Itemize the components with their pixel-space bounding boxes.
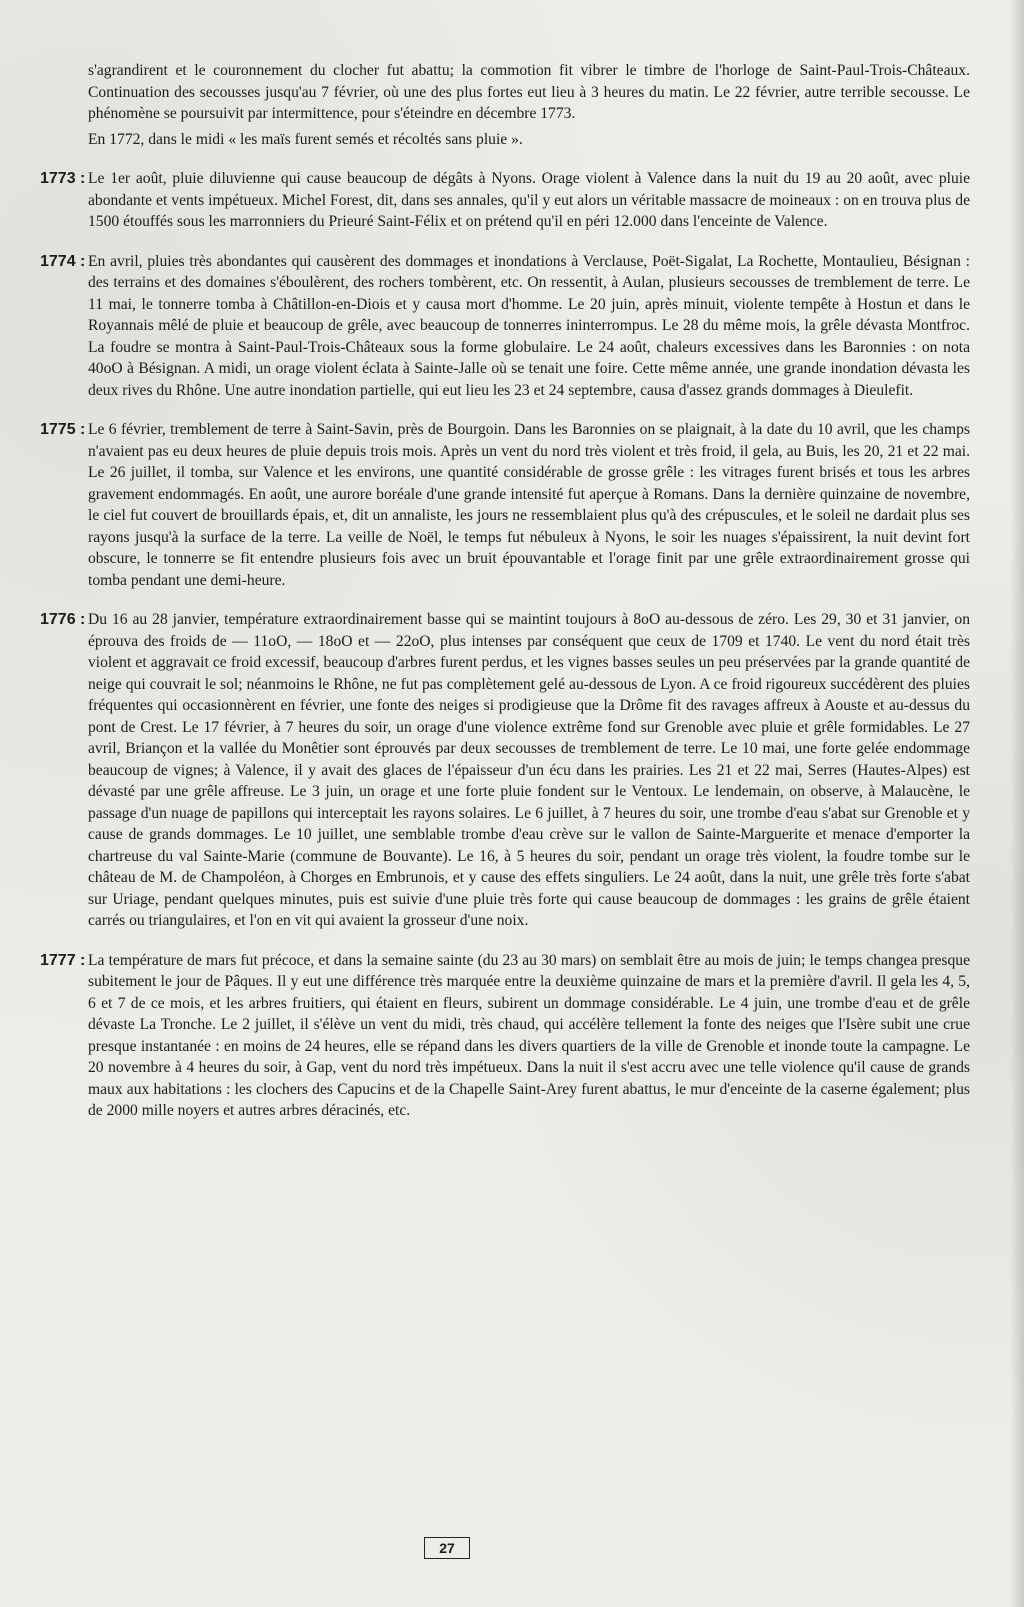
year-entry-1776 <box>40 609 970 932</box>
year-entry-1773 <box>40 168 970 233</box>
year-text: La température de mars fut précoce, et dans la semaine sainte (du 23 au 30 mars) on semblait être au mois de juin; le temps changea presque subitement le jour de Pâques. Il y eut une différence très marquée entre la deuxième quinzaine de mars et la première d'avril. Il gela les 4, 5, 6 et 7 de ce mois, et les arbres fruitiers, qui étaient en fleurs, subirent un dommage considérable. Le 4 juin, une trombe d'eau et de grêle dévaste La Tronche. Le 2 juillet, il s'élève un vent du midi, très chaud, qui accélère tellement la fonte des neiges que l'Isère subit une crue presque instantanée : en moins de 24 heures, elle se répand dans les divers quartiers de la ville de Grenoble et inonde toute la campagne. Le 20 novembre à 4 heures du soir, à Gap, vent du nord très impétueux. Dans la nuit il s'est accru avec une telle violence qu'il cause de grands maux aux habitations : les clochers des Capucins et de la Chapelle Saint-Arey furent abattus, le mur d'enceinte de la caserne également; plus de 2000 mille noyers et autres arbres déracinés, etc. <box>88 951 970 1119</box>
page-content <box>40 60 970 1122</box>
year-label: 1776 : <box>40 611 86 628</box>
year-text: Le 1er août, pluie diluvienne qui cause beaucoup de dégâts à Nyons. Orage violent à Valence dans la nuit du 19 au 20 août, avec pluie abondante et vents impétueux. Michel Forest, dit, dans ses annales, qu'il y eut alors un véritable massacre de moineaux : on en trouva plus de 1500 étouffés sous les marronniers du Prieuré Saint-Félix et on prétend qu'il en péri 12.000 dans l'enceinte de Valence. <box>88 170 970 230</box>
year-entry-1774 <box>40 251 970 402</box>
year-text: En avril, pluies très abondantes qui causèrent des dommages et inondations à Verclause, Poët-Sigalat, La Rochette, Montaulieu, Bésignan : des terrains et des domaines s'éboulèrent, des rochers tombèrent, etc. On ressentit, à Aulan, plusieurs secousses de tremblement de terre. Le 11 mai, le tonnerre tomba à Châtillon-en-Diois et y causa mort d'homme. Le 20 juin, après minuit, violente tempête à Hostun et dans le Royannais mêlé de pluie et beaucoup de grêle, avec beaucoup de tonnerres ininterrompus. Le 28 du même mois, la grêle dévasta Montfroc. La foudre se montra à Saint-Paul-Trois-Châteaux sous la forme globulaire. Le 24 août, chaleurs excessives dans les Baronnies : on nota 40oO à Bésignan. A midi, un orage violent éclata à Sainte-Jalle où se tenait une foire. Cette même année, une grande inondation dévasta les deux rives du Rhône. Une autre inondation partielle, qui eut lieu les 23 et 24 septembre, causa d'assez grands dommages à Dieulefit. <box>88 252 970 399</box>
year-label: 1773 : <box>40 170 86 187</box>
page-edge-shadow <box>1010 0 1024 1607</box>
year-label: 1775 : <box>40 421 86 438</box>
year-label: 1777 : <box>40 951 86 969</box>
year-text: Du 16 au 28 janvier, température extraordinairement basse qui se maintint toujours à 8oO au-dessous de zéro. Les 29, 30 et 31 janvier, on éprouva des froids de — 11oO, — 18oO et — 22oO, plus intenses par conséquent que ceux de 1709 et 1740. Le vent du nord était très violent et aggravait ce froid excessif, beaucoup d'arbres furent perdus, et les vignes basses seules un peu préservées par la grande quantité de neige qui couvrait le sol; néanmoins le Rhône, ne fut pas complètement gelé au-dessous de Lyon. A ce froid rigoureux succédèrent des pluies fréquentes qui occasionnèrent en février, une fonte des neiges si prodigieuse que la Drôme fit des ravages affreux à Aouste et au-dessus du pont de Crest. Le 17 février, à 7 heures du soir, un orage d'une violence extrême fond sur Grenoble avec pluie et grêle formidables. Le 27 avril, Briançon et la vallée du Monêtier sont éprouvés par deux secousses de tremblement de terre. Le 10 mai, une forte gelée endommage beaucoup de vignes; à Valence, il y avait des glaces de l'épaisseur d'un écu dans les prairies. Les 21 et 22 mai, Serres (Hautes-Alpes) est dévasté par une grêle affreuse. Le 3 juin, un orage et une forte pluie fondent sur le Ventoux. Le lendemain, on observe, à Malaucène, le passage d'un nuage de papillons qui interceptait les rayons solaires. Le 6 juillet, à 7 heures du soir, une trombe d'eau s'abat sur Grenoble et y cause de grands dommages. Le 10 juillet, une semblable trombe d'eau crève sur le vallon de Sainte-Marguerite et menace d'emporter la chartreuse du val Sainte-Marie (commune de Bouvante). Le 16, à 5 heures du soir, pendant un orage très violent, la foudre tombe sur le château de M. de Champoléon, à Chorges en Embrunois, et y cause des effets singuliers. Le 24 août, dans la nuit, une grêle très forte s'abat sur Uriage, pendant quelques minutes, puis est suivie d'une pluie très forte qui cause beaucoup de dommages : les grains de grêle étaient carrés ou triangulaires, et l'on en vit qui avaient la grosseur d'une noix. <box>88 611 970 929</box>
year-entry-1777 <box>40 950 970 1122</box>
year-label: 1774 : <box>40 252 86 270</box>
year-text: Le 6 février, tremblement de terre à Saint-Savin, près de Bourgoin. Dans les Baronnies on se plaignait, à la date du 10 avril, que les champs n'avaient pas eu deux heures de pluie depuis trois mois. Après un vent du nord très violent et très froid, il gela, au Buis, les 20, 21 et 22 mai. Le 26 juillet, il tomba, sur Valence et les environs, une quantité considérable de grosse grêle : les vitrages furent brisés et tous les arbres gravement endommagés. En août, une aurore boréale d'une grande intensité fut aperçue à Romans. Dans la dernière quinzaine de novembre, le ciel fut couvert de brouillards épais, et, dit un annaliste, les jours ne ressemblaient plus qu'à des crépuscules, et le soleil ne dardait plus ses rayons jusqu'à la surface de la terre. La veille de Noël, le temps fut nébuleux à Nyons, le soir les nuages s'épaissirent, la nuit devint fort obscure, le tonnerre se fit entendre plusieurs fois avec un bruit épouvantable et l'orage finit par une grêle extraordinairement grosse qui tomba pendant une demi-heure. <box>88 421 970 589</box>
intro-paragraph-1772: En 1772, dans le midi « les maïs furent semés et récoltés sans pluie ». <box>88 130 523 148</box>
intro-paragraph: s'agrandirent et le couronnement du clocher fut abattu; la commotion fit vibrer le timbre de l'horloge de Saint-Paul-Trois-Châteaux. Continuation des secousses jusqu'au 7 février, où une des plus fortes eut lieu à 3 heures du matin. Le 22 février, autre terrible secousse. Le phénomène se poursuivit par intermittence, pour s'éteindre en décembre 1773. <box>88 62 970 122</box>
page-number: 27 <box>424 1537 470 1559</box>
year-entry-1775 <box>40 419 970 591</box>
